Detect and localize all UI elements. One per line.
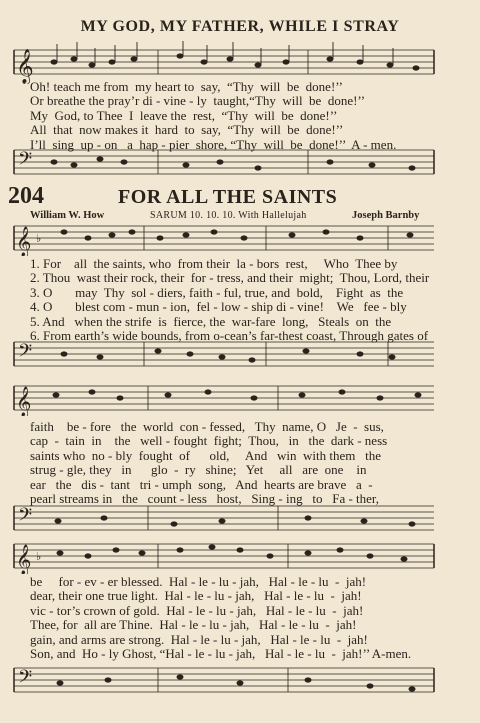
music-staff-system3-bass [8,662,436,702]
verse-line: 6. From earth’s wide bounds, from o-cean’s far-thest coast, Through gates of [30,329,429,344]
verse-line: Son, and Ho - ly Ghost, “Hal - le - lu - jah, Hal - le - lu - jah!’’ A-men. [30,647,412,662]
verses-part-b [30,420,450,506]
verse-line: 1. For all the saints, who from their la - bors rest, Who Thee by [30,257,398,271]
hymn-number: 204 [8,183,44,209]
verses-part-a [30,257,450,343]
svg-text:𝄢: 𝄢 [18,666,33,691]
lyric-line: Oh! teach me from my heart to say, “Thy will be done!’’ [30,80,343,94]
verse-line: ear the dis - tant tri - umph song, And hearts are brave a - [30,477,373,492]
verse-line: 4. O blest com - mun - ion, fel - low - ship di - vine! We fee - bly [30,300,407,315]
verses-part-c [30,575,450,661]
svg-text:♭: ♭ [36,233,42,245]
verse-line: saints who no - bly fought of old, And win with them the [30,448,381,463]
verse-line: faith be - fore the world con - fessed, Thy name, O Je - sus, [30,420,384,434]
music-staff-system1-bass [8,336,436,372]
music-staff-top-treble [8,40,436,84]
music-staff-top-bass [8,144,436,180]
hymn-title: FOR ALL THE SAINTS [118,186,338,208]
music-staff-system2-treble [8,380,436,416]
svg-text:𝄞: 𝄞 [16,50,34,83]
svg-text:𝄢: 𝄢 [18,148,33,173]
verse-line: gain, and arms are strong. Hal - le - lu - jah, Hal - le - lu - jah! [30,632,368,647]
music-staff-system2-bass [8,500,436,536]
verse-line: dear, their one true light. Hal - le - lu - jah, Hal - le - lu - jah! [30,589,362,604]
verse-line: 5. And when the strife is fierce, the war-fare long, Steals on the [30,314,392,329]
lyrics-top [30,80,450,152]
hymn-author: William W. How [30,210,105,221]
music-staff-system1-treble [8,220,436,256]
verse-line: vic - tor’s crown of gold. Hal - le - lu - jah, Hal - le - lu - jah! [30,603,364,618]
lyric-line: All that now makes it hard to say, “Thy will be done!’’ [30,123,344,138]
hymn-tune: SARUM 10. 10. 10. With Hallelujah [150,210,307,221]
verse-line: strug - gle, they in glo - ry shine; Yet all are one in [30,463,367,478]
hymn-composer: Joseph Barnby [352,210,420,221]
verse-line: pearl streams in the count - less host, Sing - ing to Fa - ther, [30,492,379,507]
svg-text:𝄢: 𝄢 [18,340,33,365]
svg-text:𝄞: 𝄞 [16,387,32,416]
lyric-line: My God, to Thee I leave the rest, “Thy will be done!’’ [30,108,338,123]
svg-text:𝄢: 𝄢 [18,504,33,529]
verse-line: 2. Thou wast their rock, their for - tress, and their might; Thou, Lord, their [30,271,430,286]
music-staff-system3-treble [8,538,436,574]
svg-text:𝄞: 𝄞 [16,227,32,256]
svg-text:♭: ♭ [36,551,42,563]
verse-line: Thee, for all are Thine. Hal - le - lu - jah, Hal - le - lu - jah! [30,618,357,633]
svg-text:𝄞: 𝄞 [16,545,32,574]
hymn-title-top: MY GOD, MY FATHER, WHILE I STRAY [80,18,400,35]
verse-line: cap - tain in the well - fought fight; Thou, in the dark - ness [30,434,388,449]
verse-line: 3. O may Thy sol - diers, faith - ful, true, and bold, Fight as the [30,285,404,300]
lyric-line: I’ll sing up - on a hap - pier shore, “Thy will be done!’’ A - men. [30,137,397,152]
lyric-line: Or breathe the pray’r di - vine - ly taught,“Thy will be done!’’ [30,94,366,109]
verse-line: be for - ev - er blessed. Hal - le - lu - jah, Hal - le - lu - jah! [30,575,367,589]
